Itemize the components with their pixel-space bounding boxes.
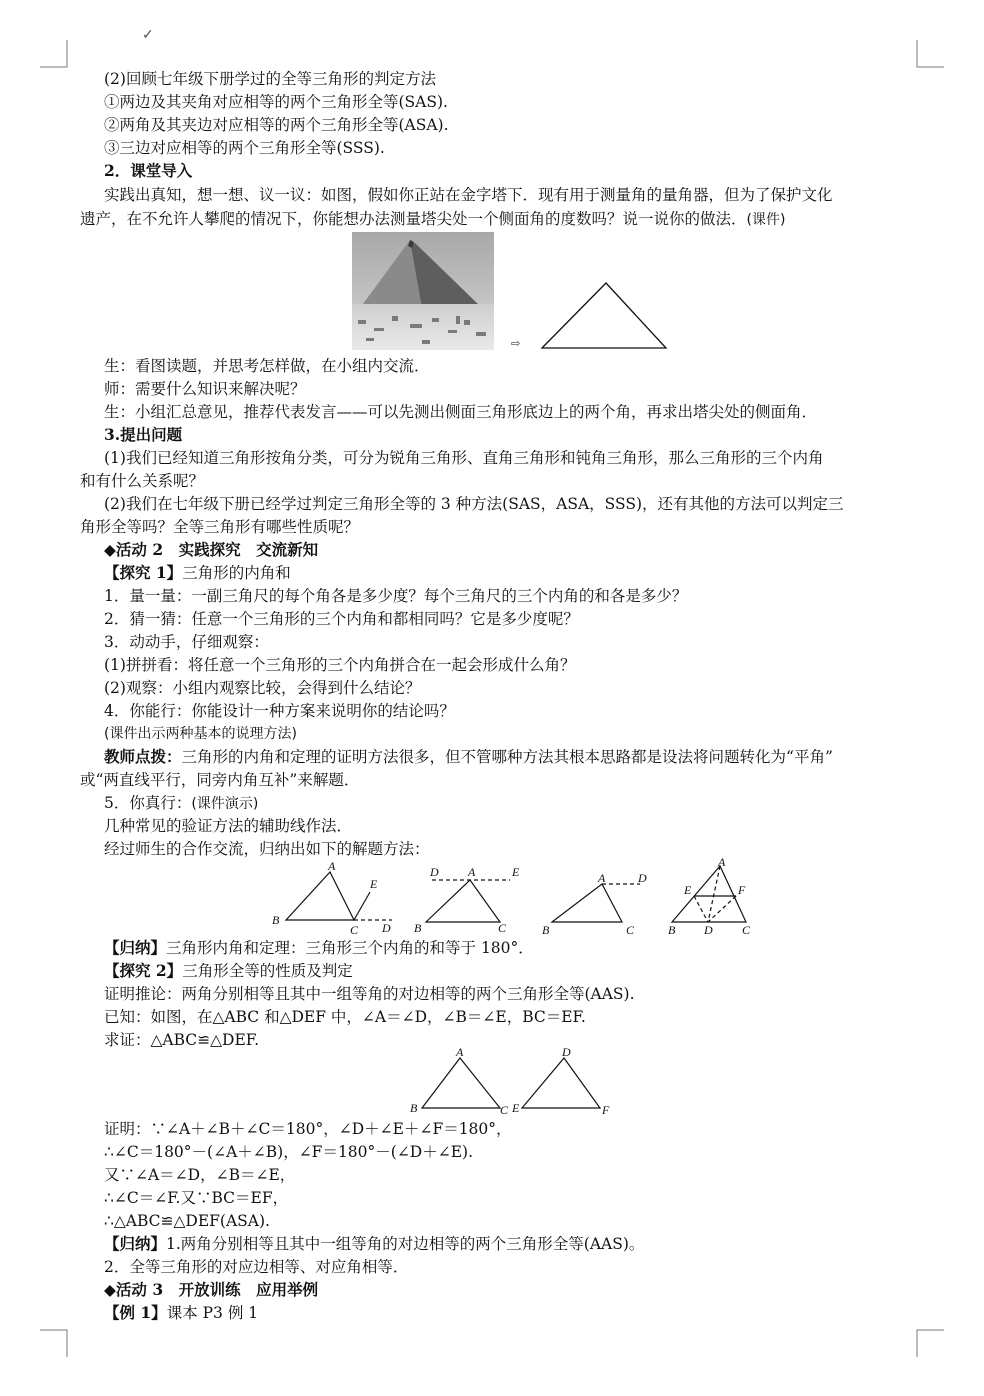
student-response-2: 生：小组汇总意见，推荐代表发言——可以先测出侧面三角形底边上的两个角，再求出塔尖处的侧面角． — [104, 403, 818, 421]
fig2-label-E: E — [512, 865, 520, 879]
proof-line-1: 证明：∵∠A＋∠B＋∠C＝180°，∠D＋∠E＋∠F＝180°， — [104, 1120, 512, 1138]
fig5-label-A: A — [456, 1046, 464, 1059]
fig5-label-C: C — [500, 1103, 509, 1117]
aas-statement: 证明推论：两角分别相等且其中一组等角的对边相等的两个三角形全等(AAS). — [104, 985, 635, 1003]
rule-sss: ③三边对应相等的两个三角形全等(SSS). — [104, 139, 385, 157]
courseware-demo-note: (课件演示) — [191, 796, 259, 812]
explore-1-heading — [104, 562, 291, 584]
summary-angle-sum — [104, 937, 534, 959]
review-heading: (2)回顾七年级下册学过的全等三角形的判定方法 — [104, 70, 436, 88]
aux-figure-4 — [664, 856, 764, 938]
question-2-line-2: 角形全等吗？全等三角形有哪些性质呢？ — [80, 518, 360, 536]
fig2-label-D: D — [430, 865, 439, 879]
fig3-label-B: B — [542, 923, 550, 937]
fig3-label-D: D — [638, 871, 647, 885]
explore-1-tag: 【探究 1】 — [104, 563, 183, 582]
step-4: 4．你能行：你能设计一种方案来说明你的结论吗？ — [104, 702, 455, 720]
example-1-text: 课本 P3 例 1 — [166, 1304, 259, 1322]
arrow-icon: ⇨ — [511, 337, 521, 350]
fig1-label-E: E — [370, 877, 378, 891]
question-1-line-2: 和有什么关系呢？ — [80, 472, 205, 490]
teacher-tip-text: 三角形的内角和定理的证明方法很多，但不管哪种方法其根本思路都是设法将问题转化为“平角” — [181, 748, 833, 766]
rule-sas: ①两边及其夹角对应相等的两个三角形全等(SAS). — [104, 93, 448, 111]
activity-3-heading: ◆活动 3 开放训练 应用举例 — [104, 1280, 319, 1299]
summary-text-2: 1.两角分别相等且其中一组等角的对边相等的两个三角形全等(AAS)。 — [166, 1235, 645, 1253]
congruent-triangles-figure — [404, 1046, 624, 1118]
fig1-label-C: C — [350, 923, 359, 937]
fig4-label-F: F — [738, 883, 746, 897]
pyramid-triangle — [538, 280, 670, 352]
given-statement: 已知：如图，在△ABC 和△DEF 中，∠A＝∠D，∠B＝∠E，BC＝EF. — [104, 1008, 586, 1026]
proof-line-4: ∴∠C＝∠F.又∵BC＝EF， — [104, 1189, 289, 1207]
teacher-tip-line-2: 或“两直线平行，同旁内角互补”来解题． — [80, 771, 360, 789]
fig5-label-E: E — [512, 1101, 520, 1115]
fig4-label-C: C — [742, 923, 751, 937]
aux-line-methods: 几种常见的验证方法的辅助线作法． — [104, 817, 353, 835]
summary-tag-2: 【归纳】 — [104, 1234, 167, 1253]
summary-aas — [104, 1233, 644, 1255]
student-response-1: 生：看图读题，并思考怎样做，在小组内交流． — [104, 357, 430, 375]
aux-figure-1 — [270, 858, 400, 938]
teacher-tip-label: 教师点拨： — [104, 747, 182, 766]
summary-text-1: 三角形内角和定理：三角形三个内角的和等于 180°． — [166, 939, 534, 957]
summary-tag-1: 【归纳】 — [104, 938, 167, 957]
fig5-label-D: D — [562, 1046, 571, 1059]
step-1: 1．量一量：一副三角尺的每个角各是多少度？每个三角尺的三个内角的和各是多少？ — [104, 587, 688, 605]
activity-2-heading: ◆活动 2 实践探究 交流新知 — [104, 540, 319, 559]
check-mark: ✓ — [142, 27, 154, 43]
fig5-label-B: B — [410, 1101, 418, 1115]
aux-figure-3 — [538, 860, 658, 940]
fig4-label-E: E — [684, 883, 692, 897]
explore-2-heading — [104, 960, 353, 982]
fig1-label-B: B — [272, 913, 280, 927]
fig2-label-B: B — [414, 921, 422, 935]
intro-paragraph-2 — [80, 208, 785, 231]
pyramid-photo — [352, 232, 494, 350]
section-raise-questions: 3.提出问题 — [104, 425, 183, 444]
fig4-label-B: B — [668, 923, 676, 937]
fig2-label-A: A — [468, 865, 476, 879]
teacher-question: 师：需要什么知识来解决呢？ — [104, 380, 306, 398]
explore-2-tag: 【探究 2】 — [104, 961, 183, 980]
fig3-label-C: C — [626, 923, 635, 937]
step-2: 2．猜一猜：任意一个三角形的三个内角和都相同吗？它是多少度呢？ — [104, 610, 579, 628]
courseware-methods-note: (课件出示两种基本的说理方法) — [104, 726, 297, 742]
fig5-label-F: F — [602, 1103, 610, 1117]
section-class-intro: 2．课堂导入 — [104, 161, 193, 180]
question-2-line-1: (2)我们在七年级下册已经学过判定三角形全等的 3 种方法(SAS，ASA，SSS)，还有其他的方法可以判定三 — [104, 495, 844, 513]
example-1 — [104, 1302, 258, 1324]
proof-line-5: ∴△ABC≌△DEF(ASA). — [104, 1212, 270, 1230]
intro-paragraph-2-text: 遗产，在不允许人攀爬的情况下，你能想办法测量塔尖处一个侧面角的度数吗？说一说你的做法． — [80, 210, 747, 228]
fig4-label-A: A — [718, 856, 726, 869]
courseware-note: (课件) — [746, 212, 786, 228]
proof-line-3: 又∵∠A＝∠D，∠B＝∠E， — [104, 1166, 296, 1184]
teacher-tip-line-1 — [104, 746, 833, 768]
question-1-line-1: (1)我们已经知道三角形按角分类，可分为锐角三角形、直角三角形和钝角三角形，那么三角形的三个内角 — [104, 449, 824, 467]
step-5-text: 5．你真行： — [104, 794, 192, 812]
explore-2-title: 三角形全等的性质及判定 — [182, 962, 353, 980]
example-1-tag: 【例 1】 — [104, 1303, 167, 1322]
summary-congruent-props: 2．全等三角形的对应边相等、对应角相等． — [104, 1258, 409, 1276]
fig1-label-D: D — [382, 921, 391, 935]
fig1-label-A: A — [328, 859, 336, 873]
rule-asa: ②两角及其夹边对应相等的两个三角形全等(ASA). — [104, 116, 449, 134]
fig4-label-D: D — [704, 923, 713, 937]
step-3-1: (1)拼拼看：将任意一个三角形的三个内角拼合在一起会形成什么角？ — [104, 656, 576, 674]
aux-figure-2 — [410, 860, 530, 940]
prove-statement: 求证：△ABC≌△DEF. — [104, 1031, 260, 1049]
proof-line-2: ∴∠C＝180°－(∠A＋∠B)，∠F＝180°－(∠D＋∠E). — [104, 1143, 474, 1161]
step-5 — [104, 792, 258, 815]
summary-intro: 经过师生的合作交流，归纳出如下的解题方法： — [104, 840, 430, 858]
step-3-2: (2)观察：小组内观察比较，会得到什么结论？ — [104, 679, 421, 697]
step-3: 3．动动手，仔细观察： — [104, 633, 269, 651]
fig3-label-A: A — [598, 871, 606, 885]
intro-paragraph-1: 实践出真知，想一想、议一议：如图，假如你正站在金字塔下．现有用于测量角的量角器，但为了保护文化 — [104, 186, 833, 204]
explore-1-title: 三角形的内角和 — [182, 564, 291, 582]
fig2-label-C: C — [498, 921, 507, 935]
